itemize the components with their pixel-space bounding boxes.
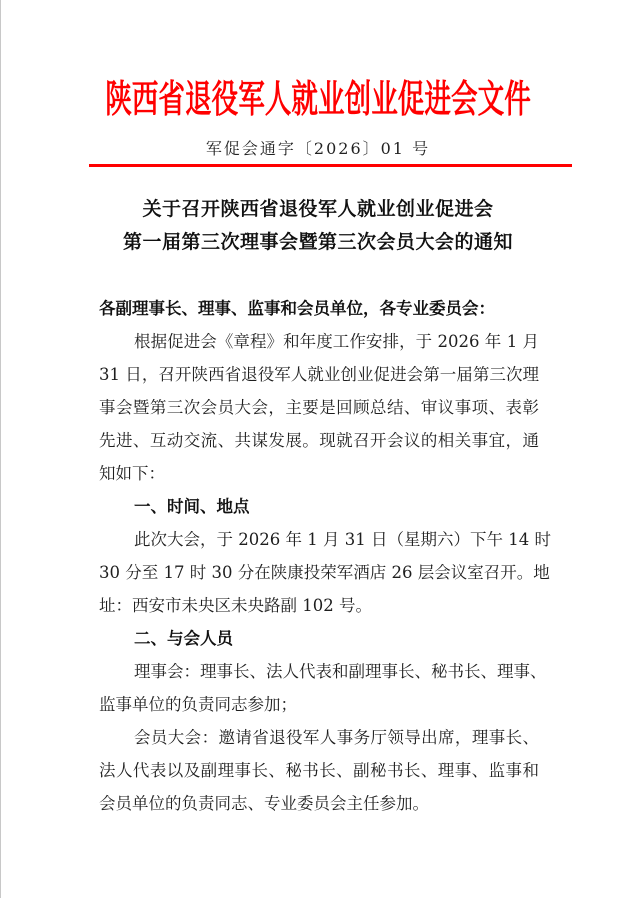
document-number: 军促会通字〔2026〕01 号 [205, 139, 431, 158]
body-line: 理事会：理事长、法人代表和副理事长、秘书长、理事、 [134, 662, 547, 681]
body-line: 监事单位的负责同志参加； [99, 695, 297, 714]
body-line: 31 日，召开陕西省退役军人就业创业促进会第一届第三次理 [99, 365, 539, 384]
body-line: 址：西安市未央区未央路副 102 号。 [99, 596, 372, 615]
red-header-title [1, 74, 634, 124]
body-line: 知如下： [99, 464, 165, 483]
body-line: 30 分至 17 时 30 分在陕康投荣军酒店 26 层会议室召开。地 [99, 563, 550, 582]
body-line: 此次大会，于 2026 年 1 月 31 日（星期六）下午 14 时 [134, 530, 551, 549]
notice-title-line-1: 关于召开陕西省退役军人就业创业促进会 [142, 198, 494, 220]
body-line: 先进、互动交流、共谋发展。现就召开会议的相关事宜，通 [99, 431, 539, 450]
body-line: 法人代表以及副理事长、秘书长、副秘书长、理事、监事和 [99, 761, 539, 780]
notice-title-line-2: 第一届第三次理事会暨第三次会员大会的通知 [122, 231, 513, 253]
red-divider-rule [89, 164, 572, 167]
salutation: 各副理事长、理事、监事和会员单位，各专业委员会： [99, 299, 495, 318]
notice-body [99, 292, 551, 820]
section-heading-attendees: 二、与会人员 [134, 629, 233, 648]
body-line: 会员大会：邀请省退役军人事务厅领导出席，理事长、 [134, 728, 539, 747]
red-header-text: 陕西省退役军人就业创业促进会文件 [105, 77, 531, 121]
body-line: 会员单位的负责同志、专业委员会主任参加。 [99, 794, 429, 813]
body-line: 根据促进会《章程》和年度工作安排，于 2026 年 1 月 [134, 332, 539, 351]
section-heading-time-place: 一、时间、地点 [134, 497, 250, 516]
notice-title [1, 193, 634, 259]
body-line: 事会暨第三次会员大会，主要是回顾总结、审议事项、表彰 [99, 398, 539, 417]
